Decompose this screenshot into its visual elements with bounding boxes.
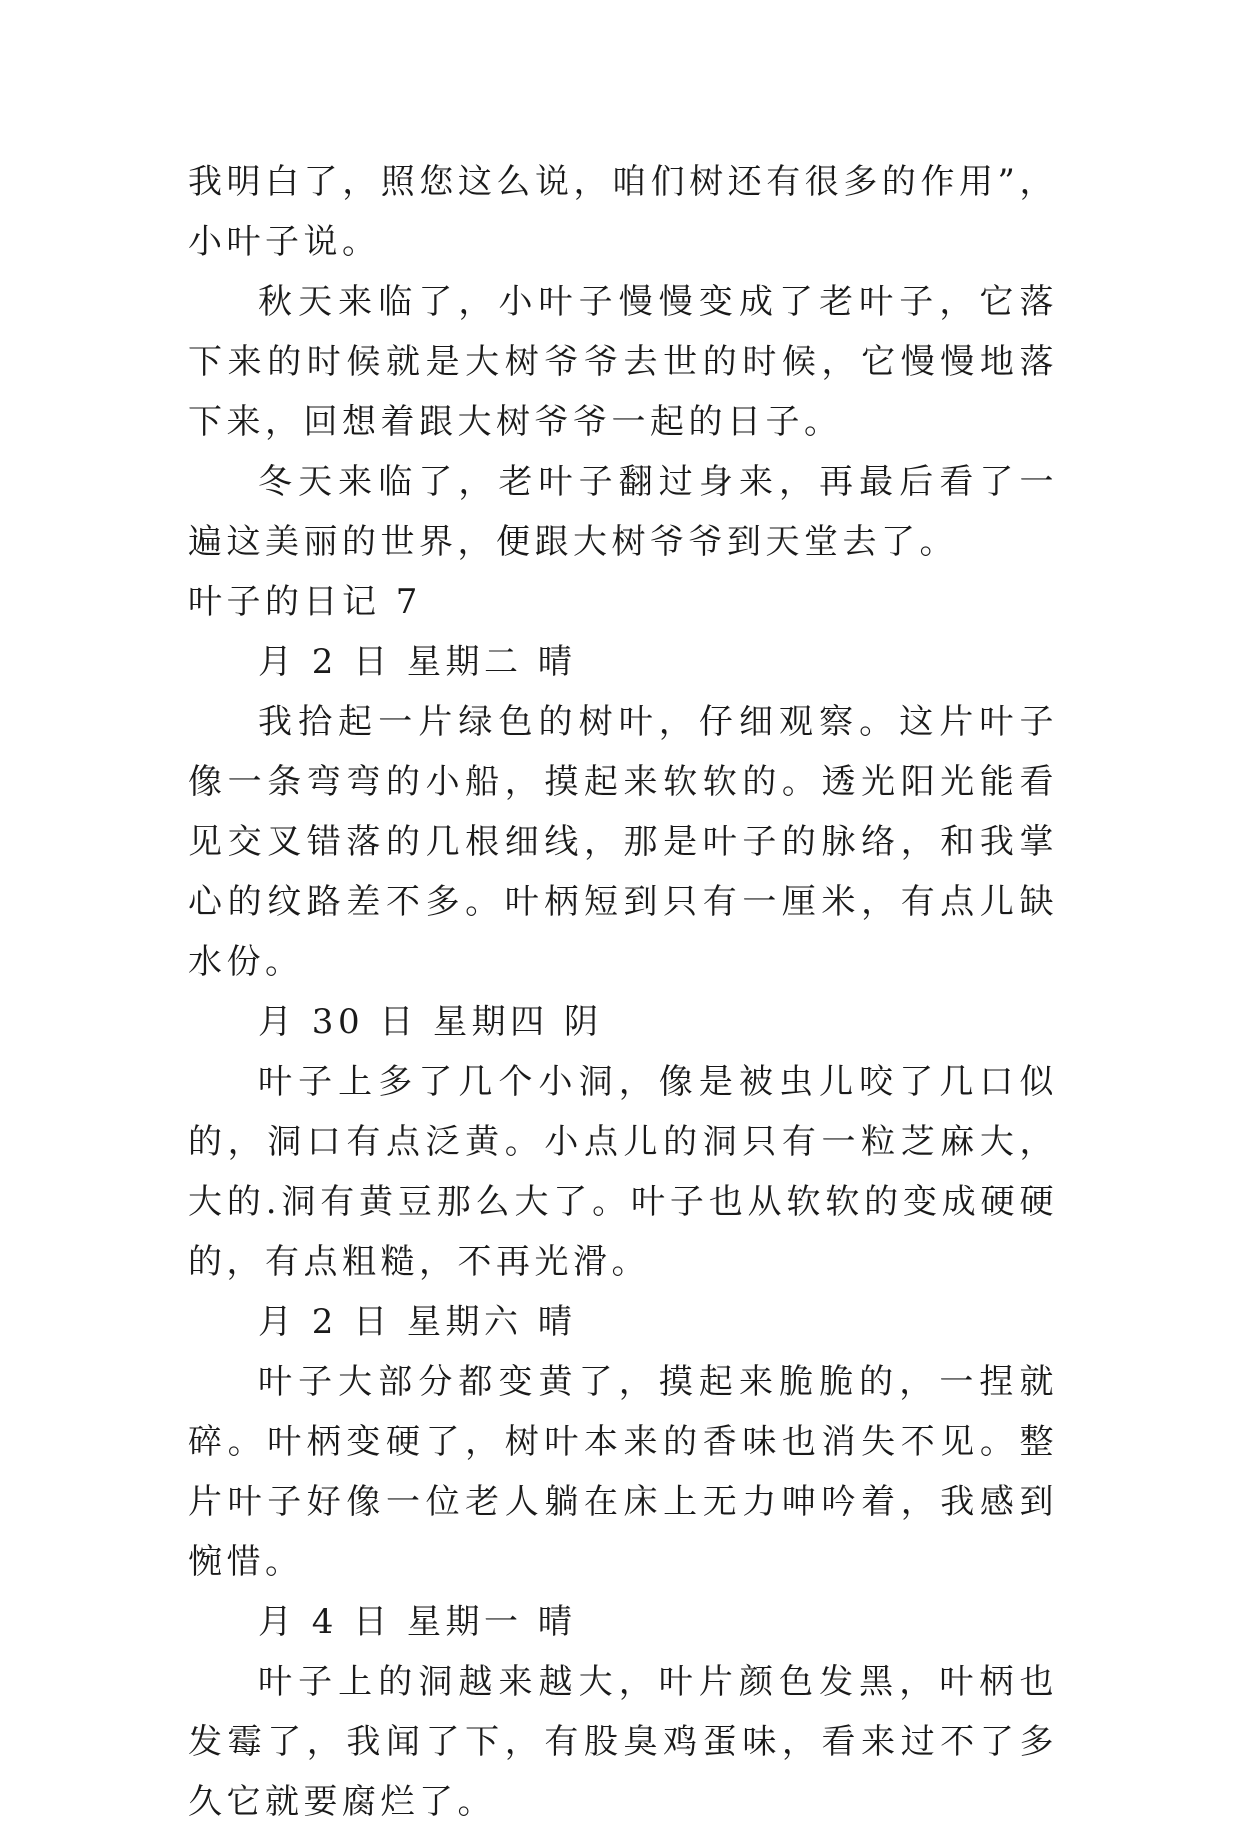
paragraph: 叶子上多了几个小洞，像是被虫儿咬了几口似的，洞口有点泛黄。小点儿的洞只有一粒芝麻大，大的.洞有黄豆那么大了。叶子也从软软的变成硬硬的，有点粗糙，不再光滑。 <box>188 1062 1058 1282</box>
diary-date-line: 月 30 日 星期四 阴 <box>258 1002 603 1042</box>
diary-date-line: 月 4 日 星期一 晴 <box>258 1602 577 1642</box>
diary-date-line: 月 2 日 星期六 晴 <box>258 1302 577 1342</box>
paragraph: 叶子上的洞越来越大，叶片颜色发黑，叶柄也发霉了，我闻了下，有股臭鸡蛋味，看来过不了多久它就要腐烂了。 <box>188 1662 1058 1822</box>
paragraph: 我明白了，照您这么说，咱们树还有很多的作用”，小叶子说。 <box>188 162 1058 262</box>
paragraph: 我拾起一片绿色的树叶，仔细观察。这片叶子像一条弯弯的小船，摸起来软软的。透光阳光能看见交叉错落的几根细线，那是叶子的脉络，和我掌心的纹路差不多。叶柄短到只有一厘米，有点儿缺水份。 <box>188 702 1058 982</box>
section-heading: 叶子的日记 7 <box>188 582 422 622</box>
paragraph: 冬天来临了，老叶子翻过身来，再最后看了一遍这美丽的世界，便跟大树爷爷到天堂去了。 <box>188 462 1058 562</box>
paragraph: 叶子大部分都变黄了，摸起来脆脆的，一捏就碎。叶柄变硬了，树叶本来的香味也消失不见。整片叶子好像一位老人躺在床上无力呻吟着，我感到惋惜。 <box>188 1362 1058 1582</box>
diary-date-line: 月 2 日 星期二 晴 <box>258 642 577 682</box>
document-body <box>188 152 1058 1832</box>
paragraph: 秋天来临了，小叶子慢慢变成了老叶子，它落下来的时候就是大树爷爷去世的时候，它慢慢地落下来，回想着跟大树爷爷一起的日子。 <box>188 282 1058 442</box>
